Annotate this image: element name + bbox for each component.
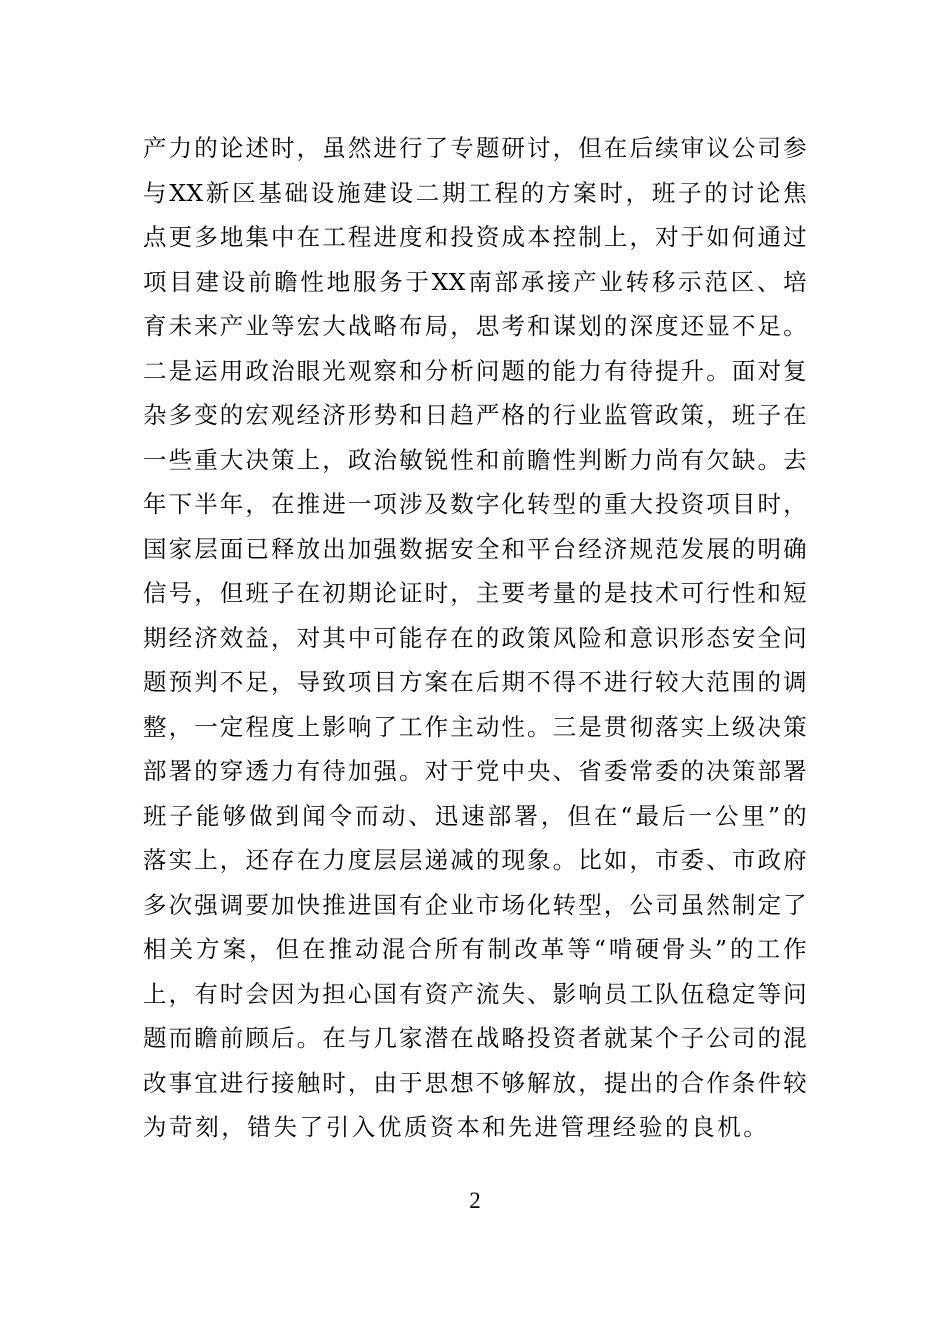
text-line: 整，一定程度上影响了工作主动性。三是贯彻落实上级决策	[143, 712, 807, 741]
text-line: 一些重大决策上，政治敏锐性和前瞻性判断力尚有欠缺。去	[143, 445, 807, 474]
text-line: 题预判不足，导致项目方案在后期不得不进行较大范围的调	[143, 668, 807, 696]
text-line: 信号，但班子在初期论证时，主要考量的是技术可行性和短	[143, 579, 807, 607]
document-body	[143, 126, 807, 1150]
text-line: 部署的穿透力有待加强。对于党中央、省委常委的决策部署	[143, 757, 807, 785]
text-line: 点更多地集中在工程进度和投资成本控制上，对于如何通过	[143, 223, 807, 251]
text-line: 杂多变的宏观经济形势和日趋严格的行业监管政策，班子在	[143, 401, 807, 429]
text-line: 与XX新区基础设施建设二期工程的方案时，班子的讨论焦	[143, 178, 807, 207]
text-line: 题而瞻前顾后。在与几家潜在战略投资者就某个子公司的混	[143, 1024, 807, 1052]
text-line: 产力的论述时，虽然进行了专题研讨，但在后续审议公司参	[143, 134, 807, 162]
text-line: 改事宜进行接触时，由于思想不够解放，提出的合作条件较	[143, 1068, 807, 1097]
text-line: 相关方案，但在推动混合所有制改革等“啃硬骨头”的工作	[143, 935, 807, 963]
text-line: 国家层面已释放出加强数据安全和平台经济规范发展的明确	[143, 534, 807, 563]
text-line: 落实上，还存在力度层层递减的现象。比如，市委、市政府	[143, 846, 807, 874]
text-line: 项目建设前瞻性地服务于XX南部承接产业转移示范区、培	[143, 267, 807, 296]
text-line: 上，有时会因为担心国有资产流失、影响员工队伍稳定等问	[143, 979, 807, 1008]
page-number: 2	[469, 1188, 481, 1213]
text-line: 班子能够做到闻令而动、迅速部署，但在“最后一公里”的	[143, 801, 807, 830]
text-line-last: 为苛刻，错失了引入优质资本和先进管理经验的良机。	[143, 1113, 770, 1141]
text-line: 年下半年，在推进一项涉及数字化转型的重大投资项目时，	[143, 490, 807, 518]
text-line: 二是运用政治眼光观察和分析问题的能力有待提升。面对复	[143, 356, 807, 385]
text-line: 多次强调要加快推进国有企业市场化转型，公司虽然制定了	[143, 890, 807, 919]
text-line: 育未来产业等宏大战略布局，思考和谋划的深度还显不足。	[143, 312, 807, 340]
text-line: 期经济效益，对其中可能存在的政策风险和意识形态安全问	[143, 623, 807, 652]
